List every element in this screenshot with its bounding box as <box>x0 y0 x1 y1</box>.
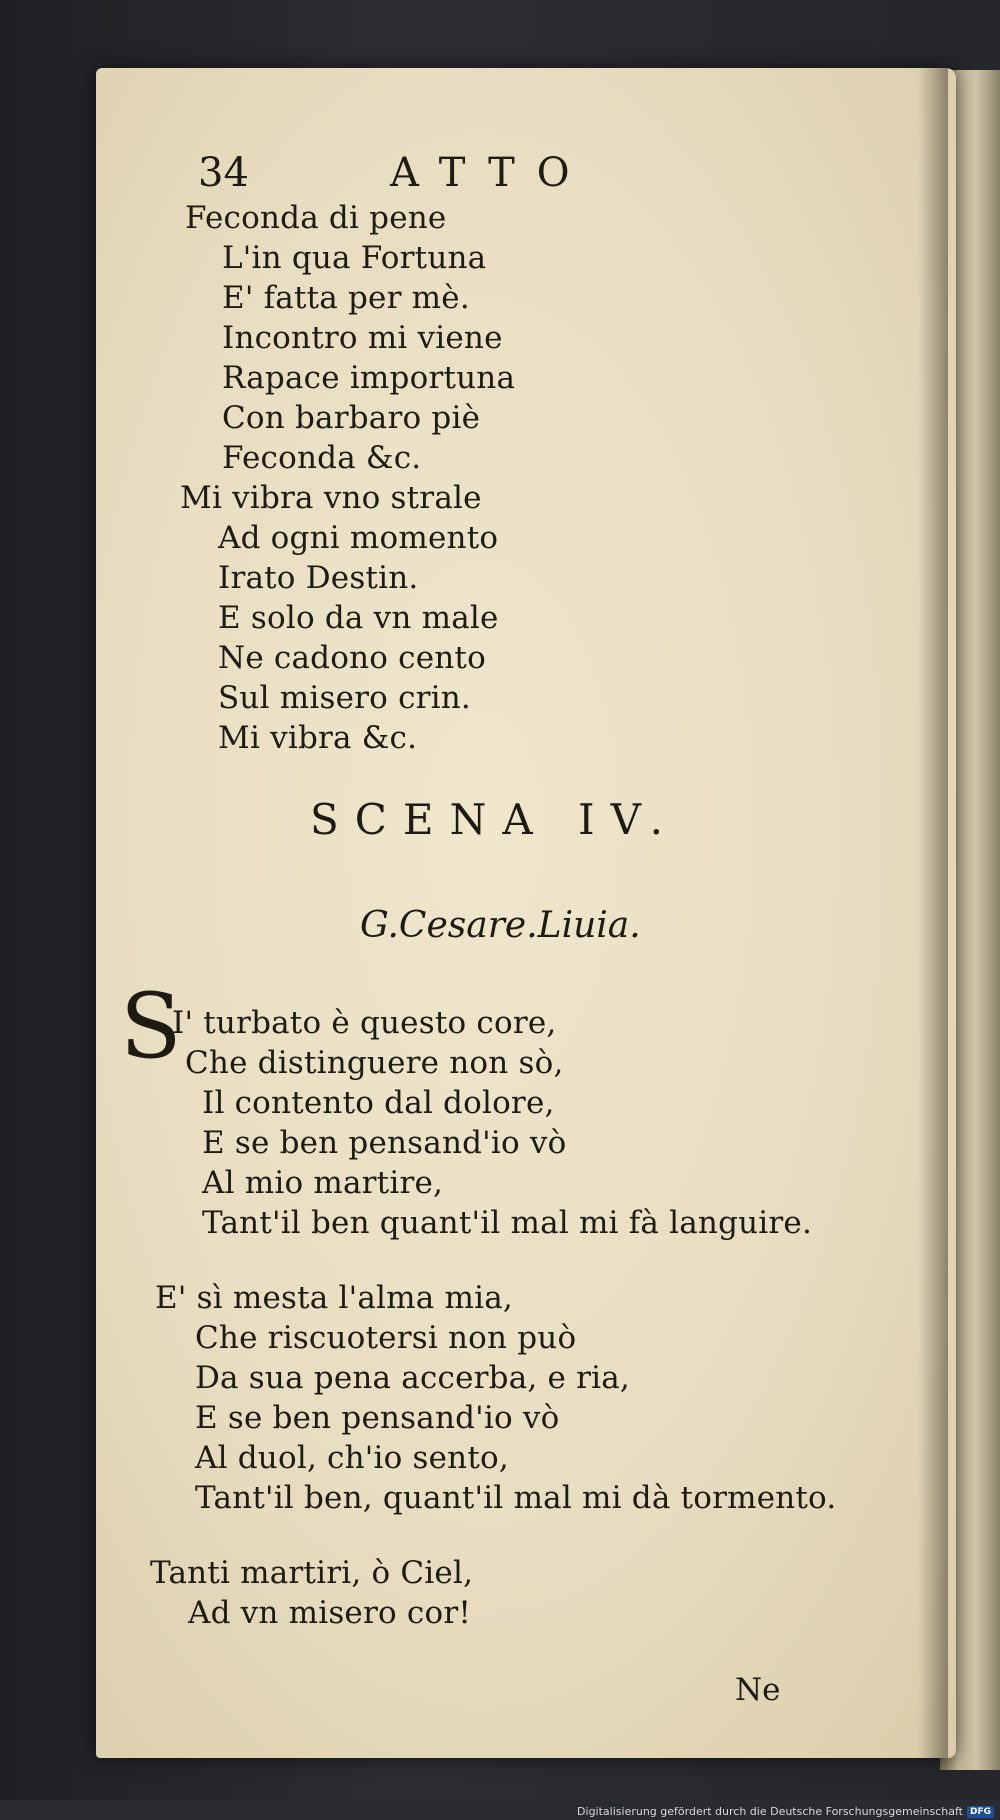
catchword: Ne <box>735 1672 781 1708</box>
verse-line: Al mio martire, <box>202 1165 444 1201</box>
verse-line: Mi vibra &c. <box>218 720 418 756</box>
digitization-credit <box>577 1805 994 1818</box>
verse-line: E' sì mesta l'alma mia, <box>155 1280 513 1316</box>
verse-line: Il contento dal dolore, <box>202 1085 555 1121</box>
speaker-names: G.Cesare.Liuia. <box>360 905 641 946</box>
scene-title: SCENA IV. <box>310 795 679 844</box>
verse-line: Mi vibra vno strale <box>180 480 482 516</box>
spine-shadow <box>918 68 948 1758</box>
drop-cap: S <box>120 974 182 1079</box>
verse-line: Tant'il ben quant'il mal mi fà languire. <box>202 1205 813 1241</box>
verse-line: E' fatta per mè. <box>222 280 470 316</box>
verse-line: Tant'il ben, quant'il mal mi dà tormento. <box>195 1480 837 1516</box>
verse-line: Ne cadono cento <box>218 640 486 676</box>
verse-line: Ad ogni momento <box>218 520 499 556</box>
verse-line: Ad vn misero cor! <box>188 1595 472 1631</box>
verse-line: Sul misero crin. <box>218 680 471 716</box>
verse-line: Irato Destin. <box>218 560 419 596</box>
page-number: 34 <box>198 150 249 196</box>
verse-line: Rapace importuna <box>222 360 516 396</box>
verse-line: L'in qua Fortuna <box>222 240 487 276</box>
verse-line: E se ben pensand'io vò <box>202 1125 567 1161</box>
verse-line: Da sua pena accerba, e ria, <box>195 1360 630 1396</box>
verse-line: I' turbato è questo core, <box>172 1005 557 1041</box>
credit-text: Digitalisierung gefördert durch die Deutsche Forschungsgemeinschaft <box>577 1805 963 1818</box>
verse-line: Feconda &c. <box>222 440 422 476</box>
verse-line: Che distinguere non sò, <box>185 1045 564 1081</box>
verse-line: E solo da vn male <box>218 600 499 636</box>
verse-line: Che riscuotersi non può <box>195 1320 577 1356</box>
verse-line: Feconda di pene <box>185 200 447 236</box>
running-head: ATTO <box>390 150 592 196</box>
verse-line: Tanti martiri, ò Ciel, <box>150 1555 474 1591</box>
dfg-logo: DFG <box>967 1806 994 1818</box>
verse-line: E se ben pensand'io vò <box>195 1400 560 1436</box>
verse-line: Con barbaro piè <box>222 400 481 436</box>
verse-line: Incontro mi viene <box>222 320 503 356</box>
verse-line: Al duol, ch'io sento, <box>195 1440 509 1476</box>
